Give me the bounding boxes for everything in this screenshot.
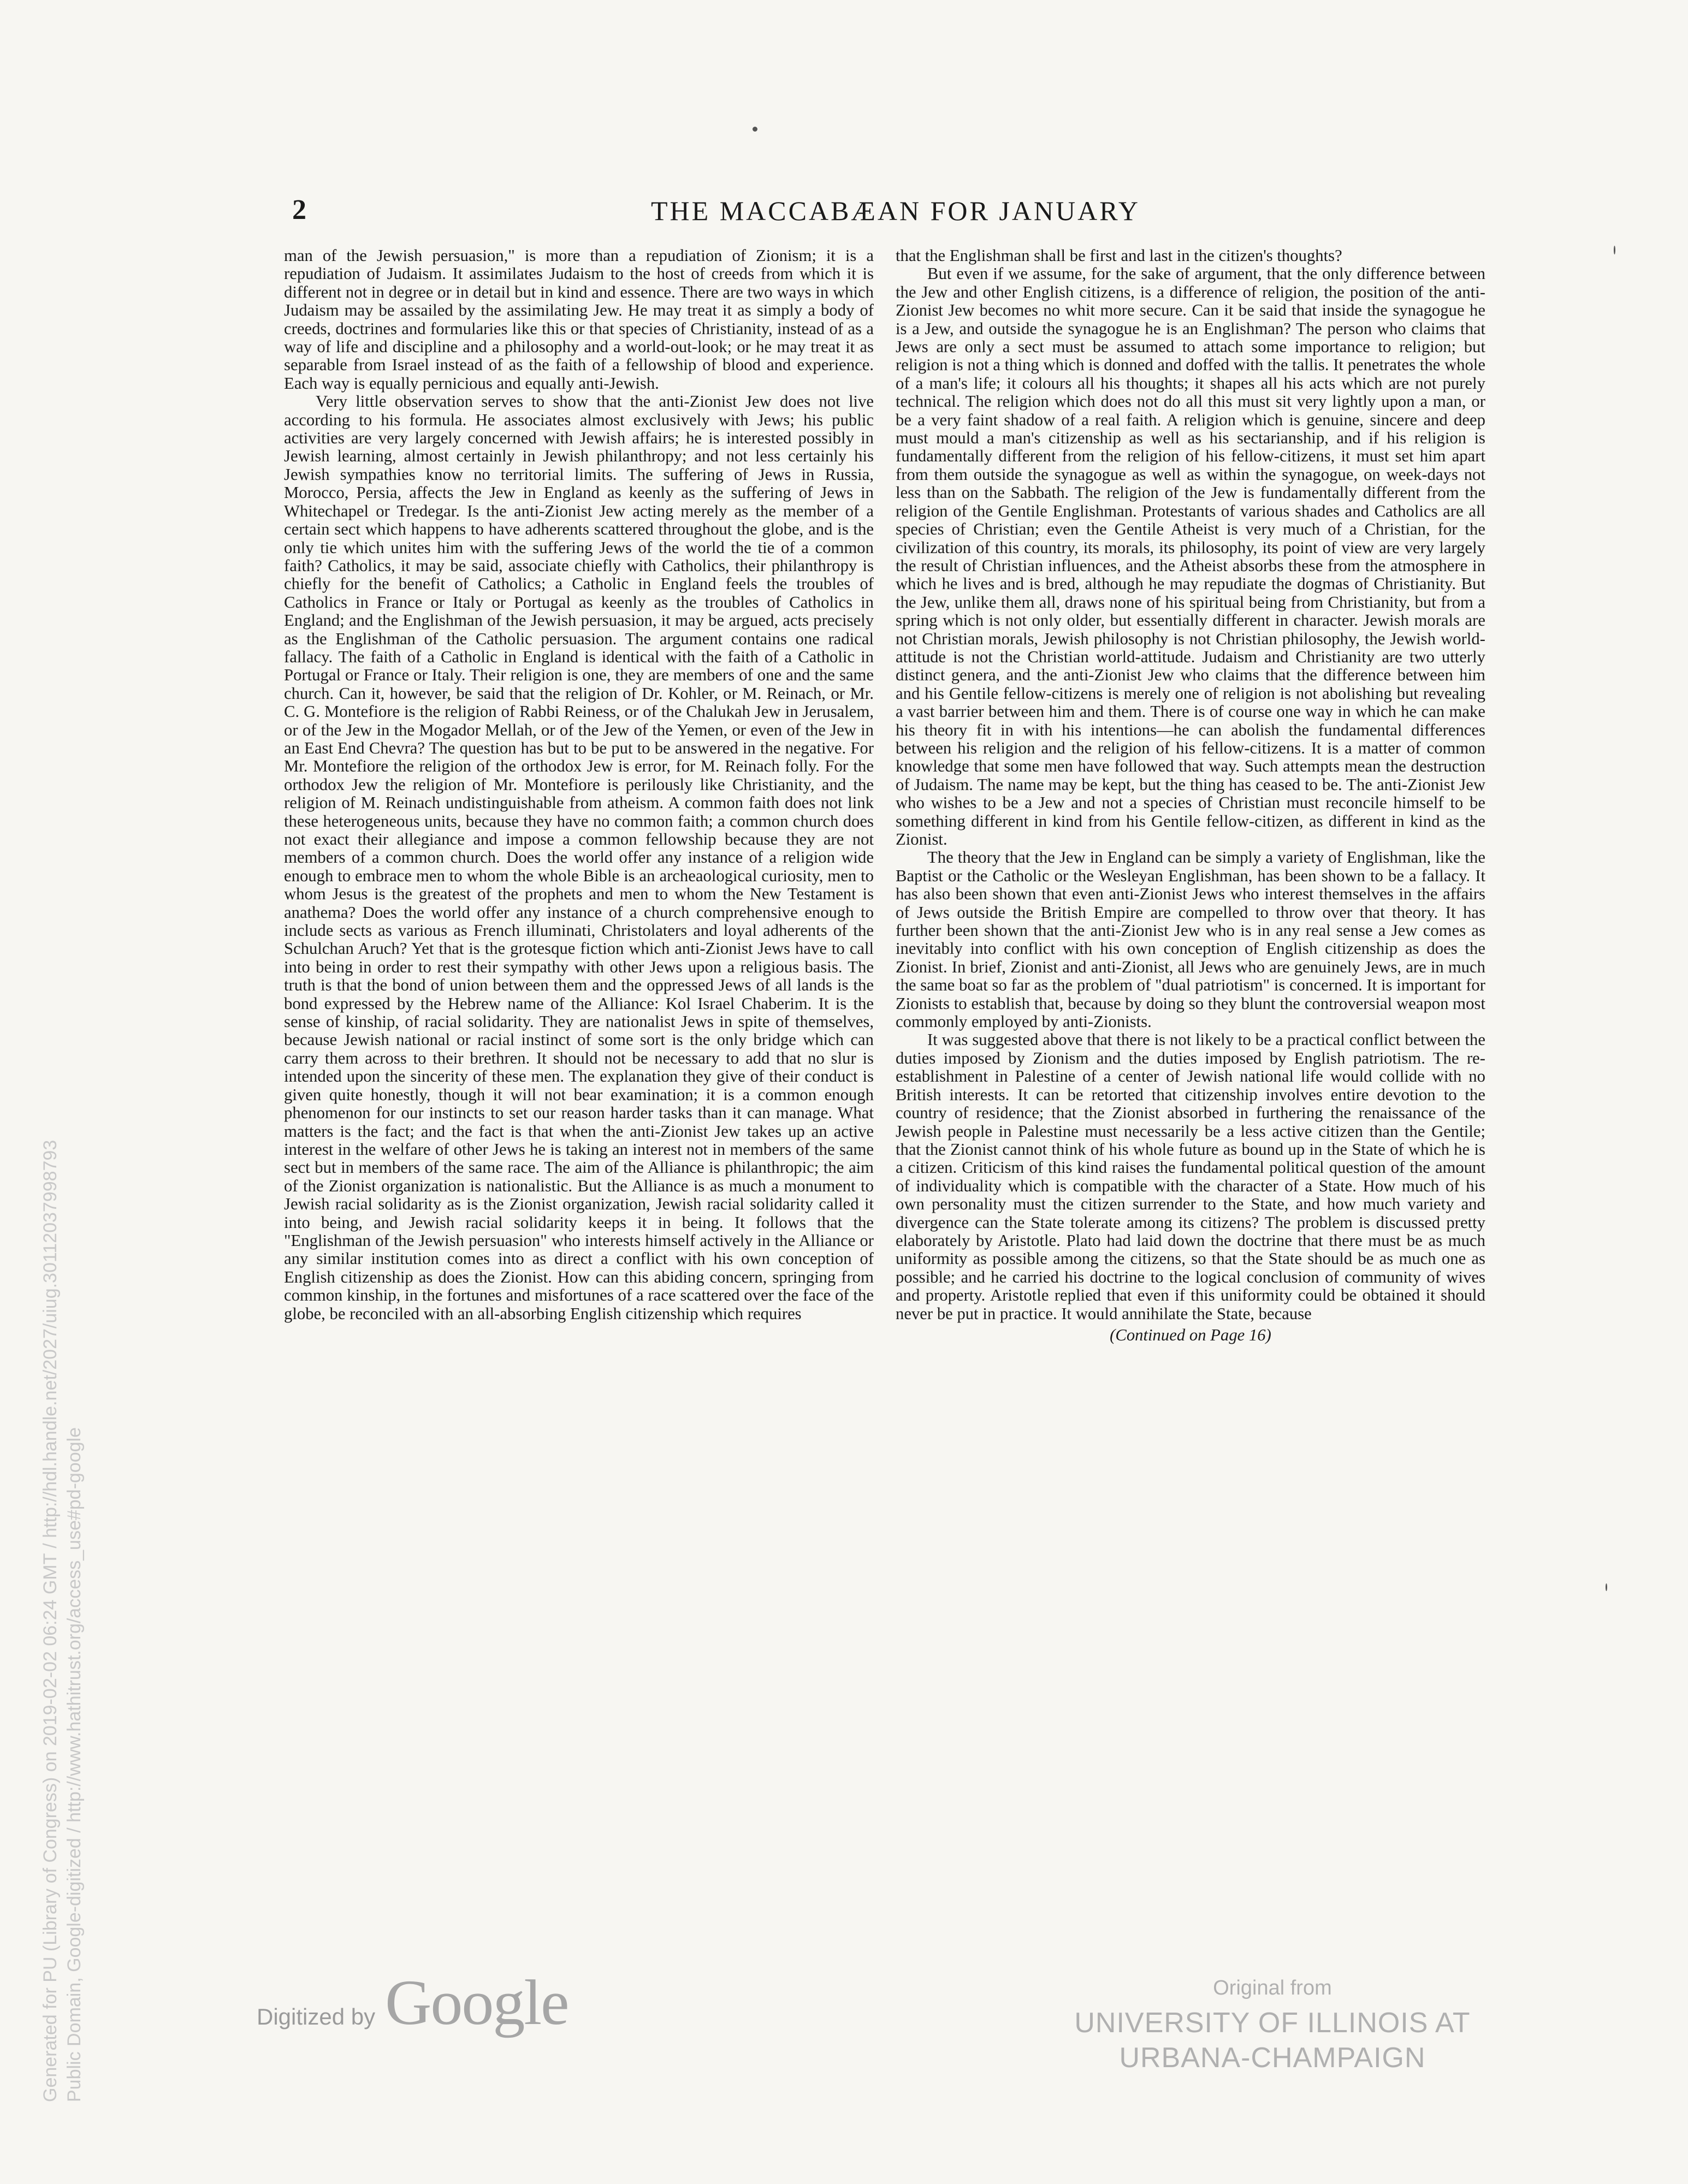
left-column — [284, 247, 874, 1323]
print-speck — [753, 127, 757, 132]
running-head: THE MACCABÆAN FOR JANUARY — [651, 195, 1140, 226]
paragraph: Very little observation serves to show that the anti-Zionist Jew does not live according to his formula. He associates almost exclusively with Jews; his public activities are very largely concerned with Jewish affairs; he is interested possibly in Jewish learning, almost certainly in Jewish philanthropy; and not less certainly his Jewish sympathies know no territorial limits. The suffering of Jews in Russia, Morocco, Persia, affects the Jew in England as keenly as the suffering of Jews in Whitechapel or Tredegar. Is the anti-Zionist Jew acting merely as the member of a certain sect which happens to have adherents scattered throughout the globe, and is the only tie which unites him with the suffering Jews of the world the tie of a common faith? Catholics, it may be said, associate chiefly with Catholics, their philanthropy is chiefly for the benefit of Catholics; a Catholic in England feels the troubles of Catholics in France or Italy or Portugal as keenly as the troubles of Catholics in England; and the Englishman of the Jewish persuasion, it may be argued, acts precisely as the Englishman of the Catholic persuasion. The argument contains one radical fallacy. The faith of a Catholic in England is identical with the faith of a Catholic in Portugal or France or Italy. Their religion is one, they are members of one and the same church. Can it, however, be said that the religion of Dr. Kohler, or M. Reinach, or Mr. C. G. Montefiore is the religion of Rabbi Reiness, or of the Chalukah Jew in Jerusalem, or of the Jew in the Mogador Mellah, or of the Jew of the Yemen, or even of the Jew in an East End Chevra? The question has but to be put to be answered in the negative. For Mr. Montefiore the religion of the orthodox Jew is error, for M. Reinach folly. For the orthodox Jew the religion of Mr. Montefiore is perilously like Christianity, and the religion of M. Reinach undistinguishable from atheism. A common faith does not link these heterogeneous units, because they have no common faith; a common church does not exact their allegiance and impose a common fellowship because they are not members of a common church. Does the world offer any instance of a religion wide enough to embrace men to whom the whole Bible is an archeaological curiosity, men to whom Jesus is the greatest of the prophets and men to whom the New Testament is anathema? Does the world offer any instance of a church comprehensive enough to include sects as various as French illuminati, Christolaters and loyal adherents of the Schulchan Aruch? Yet that is the grotesque fiction which anti-Zionist Jews have to call into being in order to rest their sympathy with other Jews upon a religious basis. The truth is that the bond of union between them and the oppressed Jews of all lands is the bond expressed by the Hebrew name of the Alliance: Kol Israel Chaberim. It is the sense of kinship, of racial solidarity. They are nationalist Jews in spite of themselves, because Jewish national or racial instinct of some sort is the only bridge which can carry them across to their brethren. It should not be necessary to add that no slur is intended upon the sincerity of these men. The explanation they give of their conduct is given quite honestly, though it will not bear examination; it is a common enough phenomenon for our instincts to set our reason harder tasks than it can manage. What matters is the fact; and the fact is that when the anti-Zionist Jew takes up an active interest in the welfare of other Jews he is taking an interest not in members of the same sect but in members of the same race. The aim of the Alliance is philanthropic; the aim of the Zionist organization is nationalistic. But the Alliance is as much a monument to Jewish racial solidarity as is the Zionist organization, Jewish racial solidarity called it into being, and Jewish racial solidarity keeps it in being. It follows that the "Englishman of the Jewish persuasion" who interests himself actively in the Alliance or any similar institution comes into as direct a conflict with his own conception of English citizenship as does the Zionist. How can this abiding concern, springing from common kinship, in the fortunes and misfortunes of a race scattered over the face of the globe, be reconciled with an all-absorbing English citizenship which requires — [284, 392, 874, 1323]
institution-line: URBANA-CHAMPAIGN — [1119, 2042, 1426, 2074]
page-number: 2 — [292, 194, 306, 225]
print-speck — [1606, 1583, 1607, 1591]
print-speck — [1614, 246, 1615, 254]
digitized-by-label: Digitized by — [257, 2004, 376, 2029]
right-column — [896, 247, 1485, 1344]
continued-note: (Continued on Page 16) — [1110, 1325, 1271, 1344]
paragraph: It was suggested above that there is not likely to be a practical conflict between the duties imposed by Zionism and the duties imposed by English patriotism. The re-establishment in Palestine of a center of Jewish national life would collide with no British interests. It can be retorted that citizenship involves entire devotion to the country of residence; that the Zionist absorbed in furthering the renaissance of the Jewish people in Palestine must necessarily be a less active citizen than the Gentile; that the Zionist cannot think of his whole future as bound up in the State of which he is a citizen. Criticism of this kind raises the fundamental political question of the amount of individuality which is compatible with the character of a State. How much of his own personality must the citizen surrender to the State, and how much variety and divergence can the State tolerate among its citizens? The problem is discussed pretty elaborately by Aristotle. Plato had laid down the doctrine that there must be as much uniformity as possible among the citizens, so that the State should be as much one as possible; and he carried his doctrine to the logical conclusion of community of wives and property. Aristotle replied that even if this uniformity could be obtained it should never be put in practice. It would annihilate the State, because — [896, 1030, 1485, 1323]
stamp-line: Generated for PU (Library of Congress) on 2019-02-02 06:24 GMT / http://hdl.handle.net/2027/uiug.30112037998793 — [40, 1140, 61, 2102]
paragraph: The theory that the Jew in England can be simply a variety of Englishman, like the Baptist or the Catholic or the Wesleyan Englishman, has been shown to be a fallacy. It has also been shown that even anti-Zionist Jews who interest themselves in the affairs of Jews outside the British Empire are compelled to throw over that theory. It has further been shown that the anti-Zionist Jew who is in any real sense a Jew comes as inevitably into conflict with his own conception of English citizenship as does the Zionist. In brief, Zionist and anti-Zionist, all Jews who are genuinely Jews, are in much the same boat so far as the problem of "dual patriotism" is concerned. It is important for Zionists to establish that, because by doing so they blunt the controversial weapon most commonly employed by anti-Zionists. — [896, 848, 1485, 1031]
paragraph: man of the Jewish persuasion," is more than a repudiation of Zionism; it is a repudiation of Judaism. It assimilates Judaism to the host of creeds from which it is different not in degree or in detail but in kind and essence. There are two ways in which Judaism may be assailed by the assimilating Jew. He may treat it as simply a body of creeds, doctrines and formularies like this or that species of Christianity, instead of as a way of life and discipline and a philosophy and a world-out-look; or he may treat it as separable from Israel instead of as the faith of a fellowship of blood and experience. Each way is equally pernicious and equally anti-Jewish. — [284, 246, 874, 393]
paragraph: But even if we assume, for the sake of argument, that the only difference between the Jew and other English citizens, is a difference of religion, the position of the anti-Zionist Jew becomes no whit more secure. Can it be said that inside the synagogue he is a Jew, and outside the synagogue he is an Englishman? The person who claims that Jews are only a sect must be assumed to attach some importance to religion; but religion is not a thing which is donned and doffed with the tallis. It penetrates the whole of a man's life; it colours all his thoughts; it shapes all his acts which are not purely technical. The religion which does not do all this must sit very lightly upon a man, or be a very faint shadow of a real faith. A religion which is genuine, sincere and deep must mould a man's citizenship as well as his sectarianship, and if his religion is fundamentally different from the religion of his fellow-citizens, it must set him apart from them outside the synagogue as well as within the synagogue, on week-days not less than on the Sabbath. The religion of the Jew is fundamentally different from the religion of the Gentile Englishman. Protestants of various shades and Catholics are all species of Christian; even the Gentile Atheist is very much of a Christian, for the civilization of this country, its morals, its philosophy, its point of view are very largely the result of Christian influences, and the Atheist absorbs these from the atmosphere in which he lives and is bred, although he may repudiate the dogmas of Christianity. But the Jew, unlike them all, draws none of his spiritual being from Christianity, but from a spring which is not only older, but essentially different in character. Jewish morals are not Christian morals, Jewish philosophy is not Christian philosophy, the Jewish world-attitude is not the Christian world-attitude. Judaism and Christianity are two utterly distinct genera, and the anti-Zionist Jew who claims that the difference between him and his Gentile fellow-citizens is merely one of religion is not abolishing but revealing a vast barrier between him and them. There is of course one way in which he can make his theory fit in with his intentions—he can abolish the fundamental differences between his religion and the religion of his fellow-citizens. It is a matter of common knowledge that some men have followed that way. Such attempts mean the destruction of Judaism. The name may be kept, but the thing has ceased to be. The anti-Zionist Jew who wishes to be a Jew and not a species of Christian must reconcile himself to be something different in kind from his Gentile fellow-citizen, as different in kind as the Zionist. — [896, 264, 1485, 848]
hathitrust-stamp — [38, 1140, 86, 2102]
stamp-line: Public Domain, Google-digitized / http://www.hathitrust.org/access_use#pd-google — [64, 1427, 85, 2102]
original-from-block — [1054, 1977, 1491, 2075]
google-logo: Google — [385, 1967, 568, 2038]
paragraph: that the Englishman shall be first and last in the citizen's thoughts? — [896, 246, 1342, 265]
digitized-by-google — [257, 1966, 568, 2040]
original-from-label: Original from — [1213, 1977, 1332, 1999]
institution-line: UNIVERSITY OF ILLINOIS AT — [1074, 2007, 1471, 2039]
